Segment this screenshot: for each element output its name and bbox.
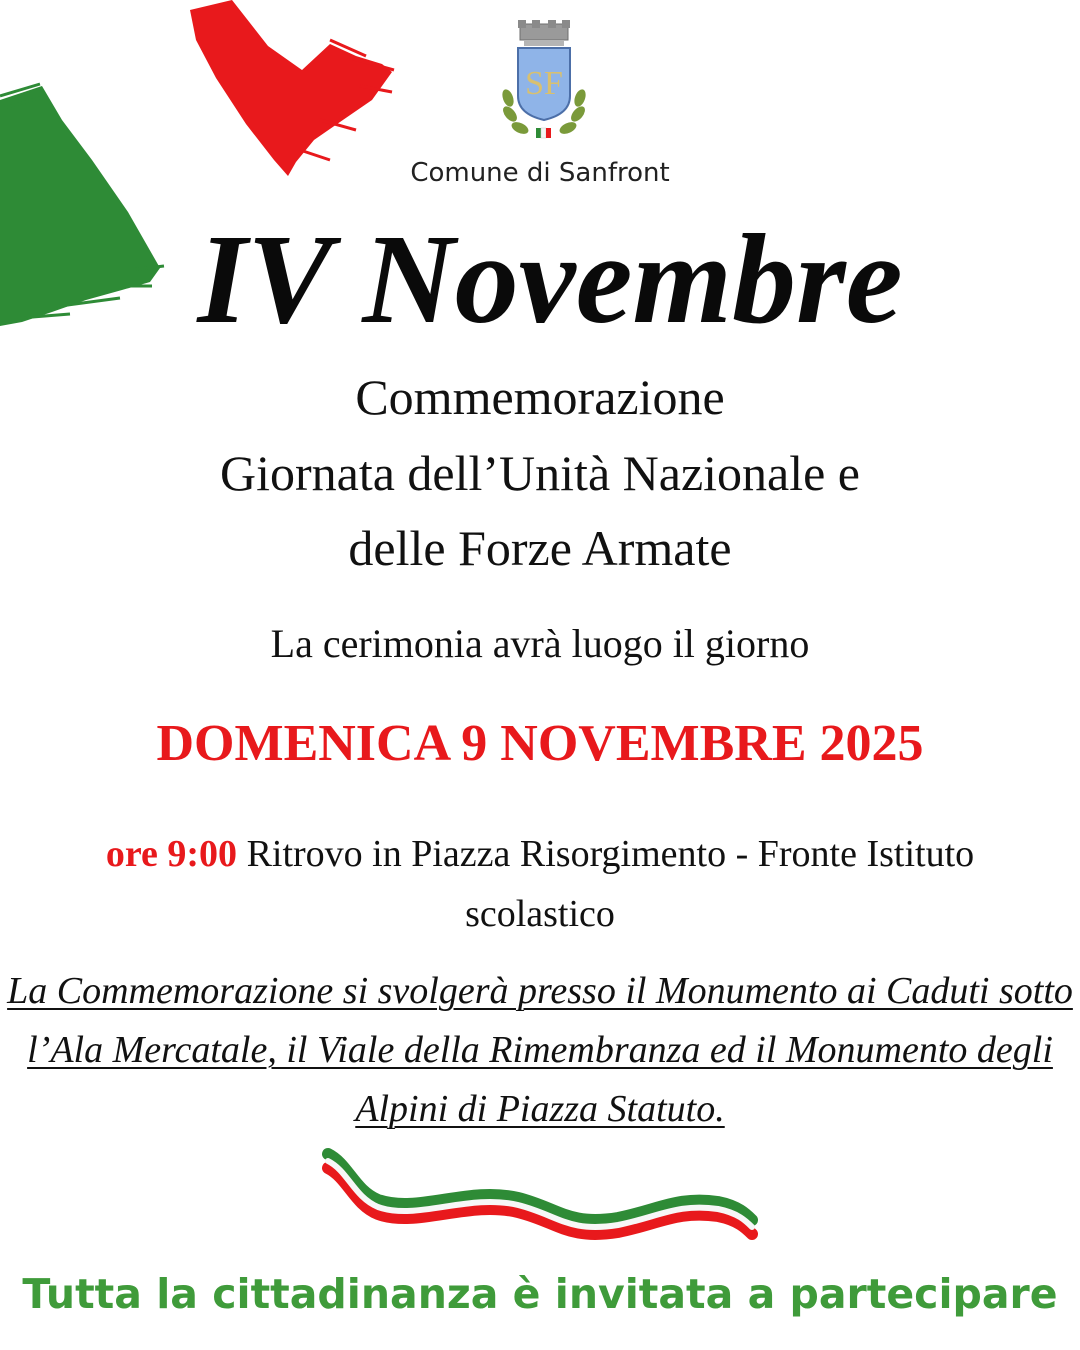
subtitle-line-3: delle Forze Armate (348, 520, 732, 576)
event-time: ore 9:00 (105, 833, 238, 875)
comune-name: Comune di Sanfront (410, 158, 670, 188)
svg-text:SF: SF (525, 65, 563, 102)
tricolor-ribbon-icon (318, 1140, 758, 1250)
event-date: DOMENICA 9 NOVEMBRE 2025 (156, 715, 924, 772)
municipal-crest-logo (496, 14, 592, 144)
subtitle-line-2: Giornata dell’Unità Nazionale e (220, 445, 860, 501)
event-description: La Commemorazione si svolgerà presso il Monumento ai Caduti sotto l’Ala Mercatale, il Viale della Rimembranza ed il Monumento degli Alpini di Piazza Statuto. (7, 970, 1073, 1130)
event-schedule (0, 824, 1080, 944)
crown-icon (518, 20, 570, 46)
invitation-text: Tutta la cittadinanza è invitata a partecipare (22, 1270, 1058, 1318)
crest-ribbon-icon (536, 128, 551, 138)
event-meeting-point: Ritrovo in Piazza Risorgimento - Fronte Istituto scolastico (237, 833, 975, 935)
ceremony-intro: La cerimonia avrà luogo il giorno (270, 621, 810, 666)
flag-red-stroke (190, 0, 394, 176)
subtitle-line-1: Commemorazione (355, 369, 725, 425)
page-title: IV Novembre (197, 208, 903, 350)
shield-icon (518, 48, 570, 120)
